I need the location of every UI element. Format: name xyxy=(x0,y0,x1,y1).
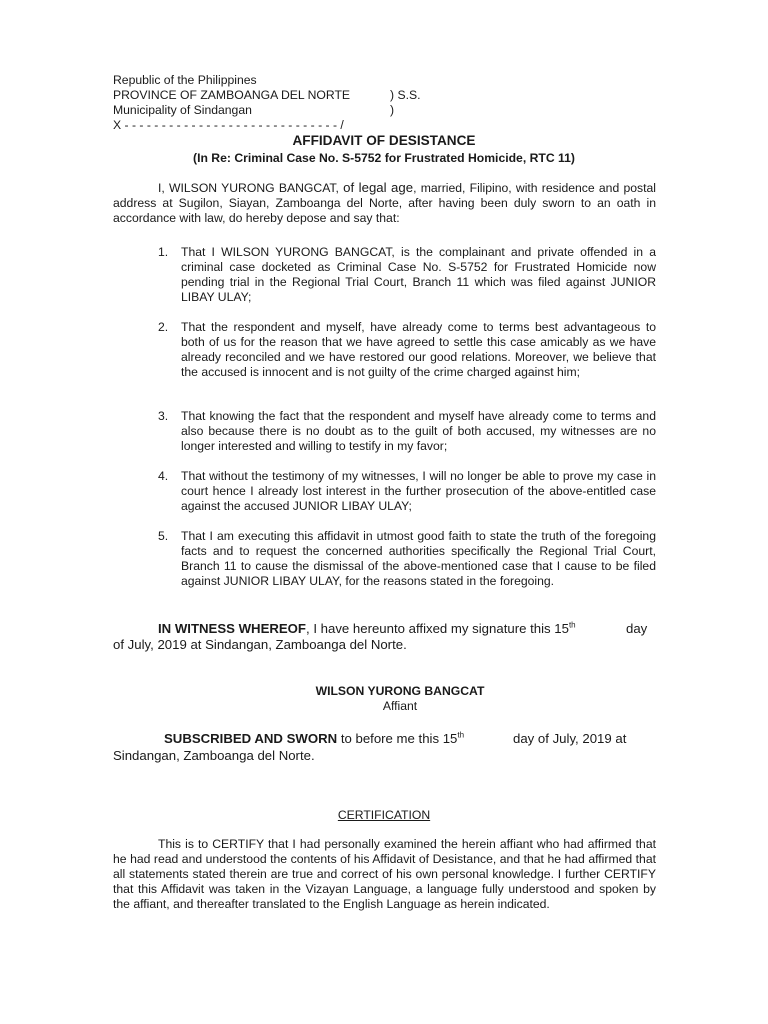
item-text: That I WILSON YURONG BANGCAT, is the complainant and private offended in a criminal case docketed as Criminal Case No. S-5752 for Frustrated Homicide now pending trial in the Regional Trial Court, Branch 11 which was filed against JUNIOR LIBAY ULAY; xyxy=(181,245,656,304)
header-province: PROVINCE OF ZAMBOANGA DEL NORTE xyxy=(113,88,351,102)
header-municipality: Municipality of Sindangan xyxy=(113,103,252,117)
intro-bold: of legal age xyxy=(343,180,414,195)
certification-heading: CERTIFICATION xyxy=(337,808,431,822)
item-number: 4. xyxy=(158,469,169,483)
sworn-line-1 xyxy=(164,731,464,747)
item-text: That the respondent and myself, have already come to terms best advantageous to both of us for the reason that we have agreed to settle this case amicably as we have already reconciled and we have restored our good relations. Moreover, we believe that the accused is innocent and is not guilty of the crime charged against him; xyxy=(181,320,656,379)
list-item xyxy=(158,320,656,380)
item-text: That knowing the fact that the respondent and myself have already come to terms and also because there is no doubt as to the guilt of both accused, my witnesses are no longer interested and willing to testify in my favor; xyxy=(181,409,656,453)
item-text: That I am executing this affidavit in utmost good faith to state the truth of the foregoing facts and to request the concerned authorities specifically the Regional Trial Court, Branch 11 to cause the dismissal of the above-mentioned case that I cause to be filed against JUNIOR LIBAY ULAY, for the reasons stated in the foregoing. xyxy=(181,529,656,588)
witness-line-2: of July, 2019 at Sindangan, Zamboanga del Norte. xyxy=(113,637,407,652)
intro-paragraph xyxy=(113,180,656,226)
header-paren: ) xyxy=(390,103,395,117)
certification-text: This is to CERTIFY that I had personally examined the herein affiant who had affirmed that he had read and understood the contents of his Affidavit of Desistance, and that he had affirmed that all statements stated therein are true and correct of his own personal knowledge. I further CERTIFY that this Affidavit was taken in the Vizayan Language, a language fully understood and spoken by the affiant, and thereafter translated to the English Language as herein indicated. xyxy=(113,837,656,911)
item-number: 2. xyxy=(158,320,169,334)
sworn-bold: SUBSCRIBED AND SWORN xyxy=(164,731,338,746)
header-ss: ) S.S. xyxy=(390,88,421,102)
sworn-text-2: day of July, 2019 at xyxy=(513,731,627,746)
intro-lead: I, WILSON YURONG BANGCAT, xyxy=(158,181,339,195)
document-title: AFFIDAVIT OF DESISTANCE xyxy=(292,133,476,148)
list-item xyxy=(158,409,656,454)
list-item xyxy=(158,469,656,514)
sworn-sup: th xyxy=(457,730,465,740)
list-item xyxy=(158,245,656,305)
sworn-text-1: to before me this 15 xyxy=(340,731,458,746)
item-number: 3. xyxy=(158,409,169,423)
sworn-line-2: Sindangan, Zamboanga del Norte. xyxy=(113,748,315,763)
list-item xyxy=(158,529,656,589)
witness-text-1: , I have hereunto affixed my signature this 15 xyxy=(306,621,569,636)
intro-text: , married, Filipino, with residence and postal address at Sugilon, Siayan, Zamboanga del Norte, after having been duly sworn to an oath in accordance with law, do hereby depose and say that: xyxy=(113,181,656,225)
affiant-role: Affiant xyxy=(382,699,418,713)
witness-bold: IN WITNESS WHEREOF xyxy=(158,621,306,636)
witness-line-1 xyxy=(158,621,576,637)
item-number: 5. xyxy=(158,529,169,543)
item-text: That without the testimony of my witnesses, I will no longer be able to prove my case in court hence I already lost interest in the further prosecution of the above-entitled case against the accused JUNIOR LIBAY ULAY; xyxy=(181,469,656,513)
item-number: 1. xyxy=(158,245,169,259)
affiant-name: WILSON YURONG BANGCAT xyxy=(315,684,485,698)
witness-day: day xyxy=(626,621,648,636)
header-divider: X - - - - - - - - - - - - - - - - - - - - - - - - - - - - - / xyxy=(113,118,344,132)
document-subtitle: (In Re: Criminal Case No. S-5752 for Frustrated Homicide, RTC 11) xyxy=(193,151,575,165)
header-republic: Republic of the Philippines xyxy=(113,73,257,87)
witness-sup: th xyxy=(568,620,576,630)
